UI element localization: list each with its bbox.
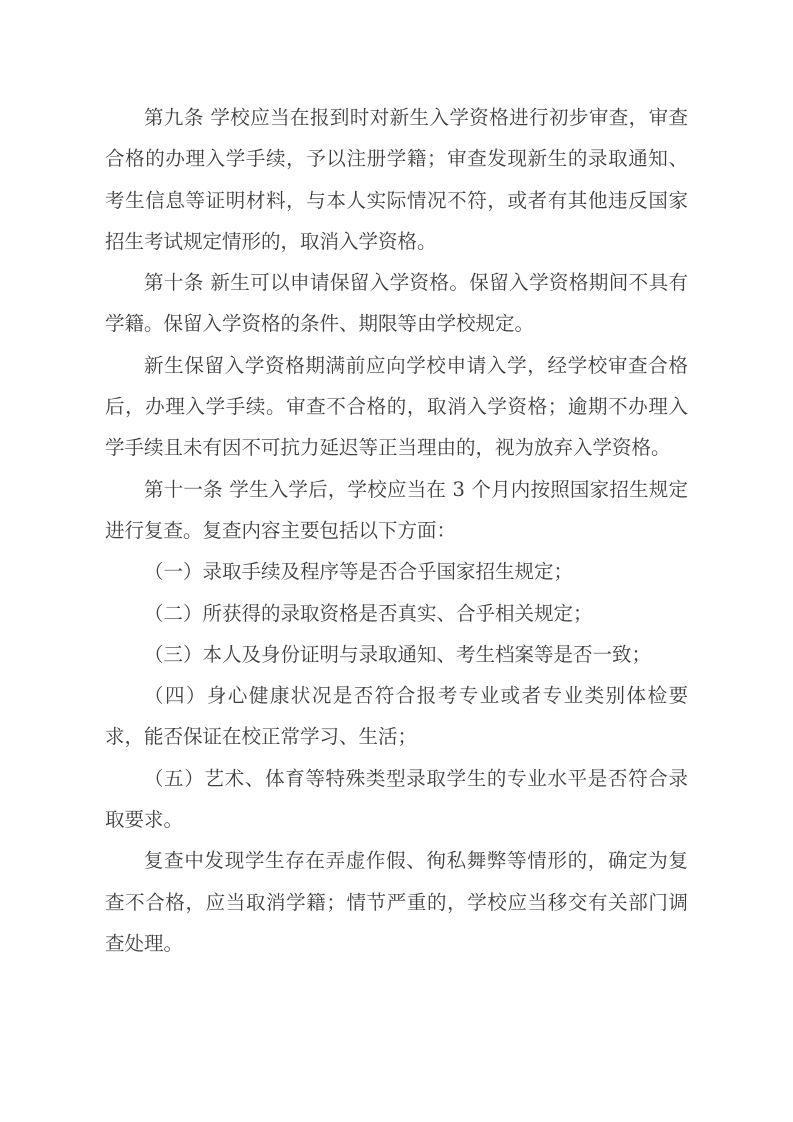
paragraph-article-9: 第九条 学校应当在报到时对新生入学资格进行初步审查，审查合格的办理入学手续，予以注册学籍；审查发现新生的录取通知、考生信息等证明材料，与本人实际情况不符，或者有其他违反国家招生考试规定情形的，取消入学资格。 (105, 106, 688, 253)
paragraph-item-5: （五）艺术、体育等特殊类型录取学生的专业水平是否符合录取要求。 (105, 766, 688, 832)
paragraph-item-1: （一）录取手续及程序等是否合乎国家招生规定； (144, 560, 574, 584)
paragraph-review-result: 复查中发现学生存在弄虚作假、徇私舞弊等情形的，确定为复查不合格，应当取消学籍；情节严重的，学校应当移交有关部门调查处理。 (105, 849, 688, 955)
paragraph-article-10-cont: 新生保留入学资格期满前应向学校申请入学，经学校审查合格后，办理入学手续。审查不合格的，取消入学资格；逾期不办理入学手续且未有因不可抗力延迟等正当理由的，视为放弃入学资格。 (105, 353, 688, 460)
document-body (105, 97, 688, 964)
paragraph-item-4: （四）身心健康状况是否符合报考专业或者专业类别体检要求，能否保证在校正常学习、生活； (105, 684, 688, 749)
paragraph-item-3: （三）本人及身份证明与录取通知、考生档案等是否一致； (144, 642, 652, 666)
paragraph-item-2: （二）所获得的录取资格是否真实、合乎相关规定； (144, 601, 593, 625)
paragraph-article-11: 第十一条 学生入学后，学校应当在 3 个月内按照国家招生规定进行复查。复查内容主要包括以下方面： (105, 477, 688, 542)
paragraph-article-10: 第十条 新生可以申请保留入学资格。保留入学资格期间不具有学籍。保留入学资格的条件、期限等由学校规定。 (105, 271, 688, 336)
